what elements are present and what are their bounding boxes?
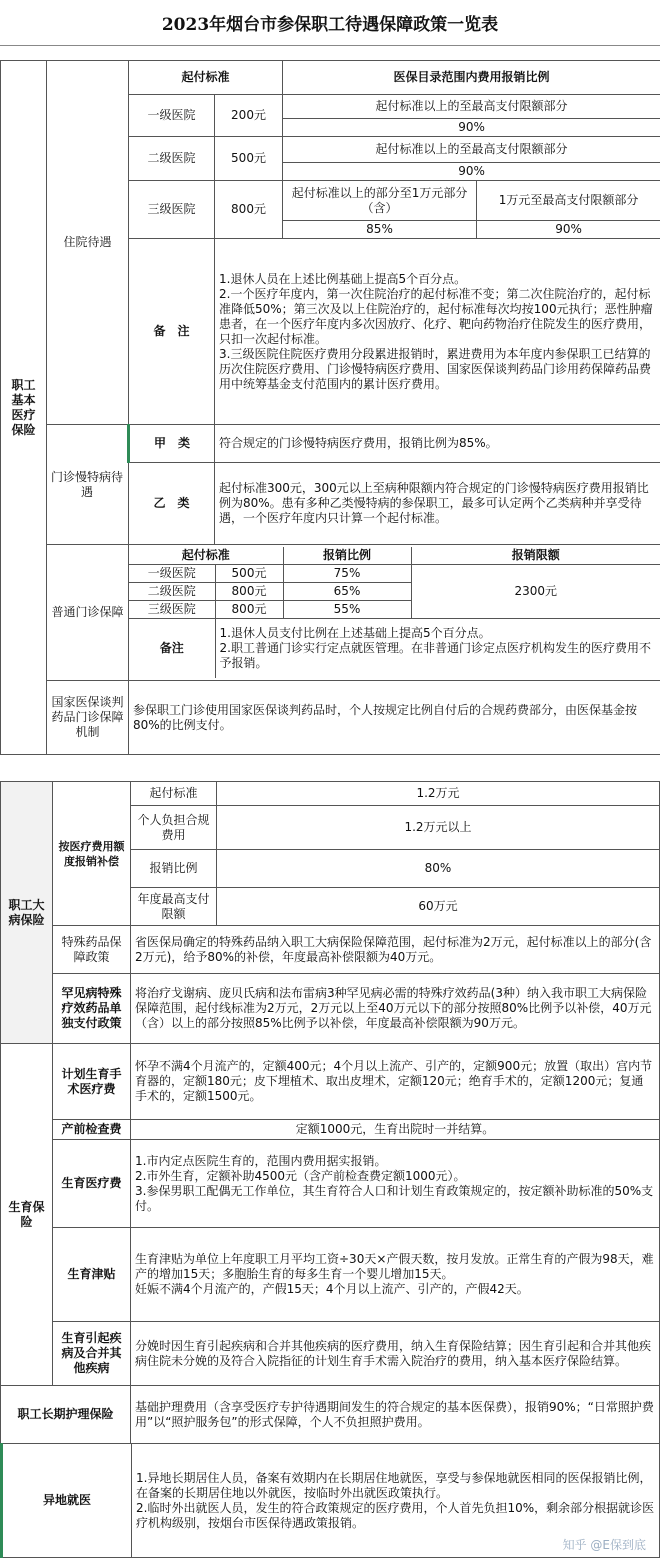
major-amount-label: 按医疗费用额度报销补偿: [53, 782, 131, 926]
outpatient-label: 普通门诊保障: [47, 545, 129, 681]
major-rare-label: 罕见病特殊疗效药品单独支付政策: [53, 974, 131, 1044]
inpatient-desc-1: 起付标准以上的至最高支付限额部分: [283, 95, 660, 119]
ltc-text: 基础护理费用（含享受医疗专护待遇期间发生的符合规定的基本医保费），报销90%；“日常照护费用”以“照护服务包”的形式保障，个人不负担照护费用。: [131, 1386, 660, 1444]
ltc-table: [0, 1385, 660, 1444]
inpatient-note-label: 备 注: [129, 239, 215, 425]
basic-medical-section-label: 职工基本医疗保险: [1, 61, 47, 755]
maternity-text-0: 怀孕不满4个月流产的，定额400元；4个月以上流产、引产的，定额900元；放置（取出）宫内节育器的，定额180元；皮下埋植术、取出皮埋术，定额120元；绝育手术的，定额1200元；复通手术的，定额1500元。: [131, 1044, 660, 1120]
outpatient-col-ratio: 报销比例: [283, 547, 411, 565]
major-k-1: 个人负担合规费用: [131, 806, 217, 850]
maternity-text-1: 定额1000元，生育出院时一并结算。: [131, 1120, 660, 1140]
inpatient-ratio-3b: 90%: [477, 221, 660, 239]
outpatient-cell: [129, 545, 660, 681]
nego-text: 参保职工门诊使用国家医保谈判药品时，个人按规定比例自付后的合规药费部分，由医保基金按80%的比例支付。: [129, 681, 660, 755]
inpatient-ratio-2: 90%: [283, 163, 660, 181]
inpatient-note-2: 2.一个医疗年度内，第一次住院治疗的起付标准不变；第二次住院治疗的，起付标准降低50%；第三次及以上住院治疗的，起付标准每次均按100元执行；恶性肿瘤患者，在一个医疗年度内多次因放疗、化疗、靶向药物治疗住院发生的医疗费用，只扣一次起付标准。: [219, 286, 653, 346]
inpatient-col-ratio: 医保目录范围内费用报销比例: [283, 61, 660, 95]
inpatient-col-deductible: 起付标准: [129, 61, 283, 95]
maternity-label-4: 生育引起疾病及合并其他疾病: [53, 1322, 131, 1386]
major-v-2: 80%: [217, 850, 660, 888]
ltc-block: [0, 1385, 660, 1444]
major-illness-block: [0, 781, 660, 1044]
inpatient-desc-3a: 起付标准以上的部分至1万元部分（含）: [283, 181, 477, 221]
major-rare-text: 将治疗戈谢病、庞贝氏病和法布雷病3种罕见病必需的特殊疗效药品(3种）纳入我市职工大病保险保障范围，起付线标准为2万元，2万元以上至40万元以下的部分按照80%比例予以补偿，40万元（含）以上的部分按照85%比例予以补偿，年度最高补偿限额为90万元。: [131, 974, 660, 1044]
outpatient-col-limit: 报销限额: [411, 547, 660, 565]
maternity-text-4: 分娩时因生育引起疾病和合并其他疾病的医疗费用，纳入生育保险结算；因生育引起和合并其他疾病住院未分娩的及符合入院指征的计划生育手术需入院治疗的费用，纳入基本医疗保险结算。: [131, 1322, 660, 1386]
major-k-0: 起付标准: [131, 782, 217, 806]
maternity-label-2: 生育医疗费: [53, 1140, 131, 1228]
inpatient-label: 住院待遇: [47, 61, 129, 425]
ltc-section-label: 职工长期护理保险: [1, 1386, 131, 1444]
major-k-3: 年度最高支付限额: [131, 888, 217, 926]
inpatient-ratio-3a: 85%: [283, 221, 477, 239]
watermark: 知乎 @E保到底: [562, 1538, 646, 1552]
chronic-b-text: 起付标准300元，300元以上至病种限额内符合规定的门诊慢特病医疗费用报销比例为80%。患有多种乙类慢特病的参保职工，最多可认定两个乙类病种并享受待遇，一个医疗年度内只计算一个起付标准。: [215, 463, 660, 545]
maternity-label-3: 生育津贴: [53, 1228, 131, 1322]
outpatient-deductible-1: 500元: [215, 564, 283, 582]
maternity-section-label: 生育保险: [1, 1044, 53, 1386]
major-illness-table: [0, 781, 660, 1044]
page-title: 2023年烟台市参保职工待遇保障政策一览表: [0, 0, 660, 46]
inpatient-level-2: 二级医院: [129, 137, 215, 181]
inpatient-deductible-2: 500元: [215, 137, 283, 181]
chronic-label: 门诊慢特病待遇: [47, 425, 129, 545]
inpatient-desc-2: 起付标准以上的至最高支付限额部分: [283, 137, 660, 163]
basic-medical-table: [0, 60, 660, 755]
chronic-b-label: 乙 类: [129, 463, 215, 545]
outpatient-deductible-3: 800元: [215, 600, 283, 618]
maternity-table: [0, 1043, 660, 1386]
maternity-block: [0, 1043, 660, 1386]
inpatient-note-3: 3.三级医院住院医疗费用分段累进报销时，累进费用为本年度内参保职工已结算的历次住院医疗费用、门诊慢特病医疗费用、国家医保谈判药品门诊用药保障药品费用中统筹基金支付范围内的累计医疗费用。: [219, 346, 652, 391]
major-v-3: 60万元: [217, 888, 660, 926]
inpatient-ratio-1: 90%: [283, 119, 660, 137]
inpatient-deductible-3: 800元: [215, 181, 283, 239]
outpatient-ratio-3: 55%: [283, 600, 411, 618]
outpatient-level-3: 三级医院: [129, 600, 215, 618]
major-special-label: 特殊药品保障政策: [53, 926, 131, 974]
maternity-label-0: 计划生育手术医疗费: [53, 1044, 131, 1120]
inpatient-desc-3b: 1万元至最高支付限额部分: [477, 181, 660, 221]
outpatient-table: [129, 547, 660, 679]
offsite-table: [0, 1443, 660, 1558]
inpatient-notes: [215, 239, 660, 425]
outpatient-col-deductible: 起付标准: [129, 547, 283, 565]
outpatient-level-1: 一级医院: [129, 564, 215, 582]
offsite-text: 1.异地长期居住人员，备案有效期内在长期居住地就医，享受与参保地就医相同的医保报销比例，在备案的长期居住地以外就医，按临时外出就医政策执行。 2.临时外出就医人员，发生的符合政策规定的医疗费用，个人首先负担10%，剩余部分根据就诊医疗机构级别，按烟台市医保待遇政策报销。: [132, 1444, 660, 1558]
outpatient-note-2: 2.职工普通门诊实行定点就医管理。在非普通门诊定点医疗机构发生的医疗费用不予报销。: [219, 641, 651, 670]
outpatient-ratio-1: 75%: [283, 564, 411, 582]
outpatient-note-1: 1.退休人员支付比例在上述基础上提高5个百分点。: [219, 626, 491, 640]
major-k-2: 报销比例: [131, 850, 217, 888]
inpatient-deductible-1: 200元: [215, 95, 283, 137]
major-section-label: 职工大病保险: [1, 782, 53, 1044]
chronic-a-text: 符合规定的门诊慢特病医疗费用，报销比例为85%。: [215, 425, 660, 463]
offsite-section-label: 异地就医: [2, 1444, 132, 1558]
maternity-text-3: 生育津贴为单位上年度职工月平均工资÷30天×产假天数，按月发放。正常生育的产假为98天，难产的增加15天；多胞胎生育的每多生育一个婴儿增加15天。 妊娠不满4个月流产的，产假15天；4个月以上流产、引产的，产假42天。: [131, 1228, 660, 1322]
offsite-block: [0, 1443, 660, 1558]
maternity-text-2: 1.市内定点医院生育的，范围内费用据实报销。 2.市外生育，定额补助4500元（含产前检查费定额1000元）。 3.参保男职工配偶无工作单位，其生育符合人口和计划生育政策规定的，按定额补助标准的50%支付。: [131, 1140, 660, 1228]
outpatient-level-2: 二级医院: [129, 582, 215, 600]
chronic-a-label: 甲 类: [129, 425, 215, 463]
inpatient-note-1: 1.退休人员在上述比例基础上提高5个百分点。: [219, 271, 467, 286]
maternity-label-1: 产前检查费: [53, 1120, 131, 1140]
outpatient-deductible-2: 800元: [215, 582, 283, 600]
outpatient-limit: 2300元: [411, 564, 660, 618]
nego-label: 国家医保谈判药品门诊保障机制: [47, 681, 129, 755]
major-v-1: 1.2万元以上: [217, 806, 660, 850]
outpatient-ratio-2: 65%: [283, 582, 411, 600]
outpatient-notes: [215, 618, 660, 678]
major-v-0: 1.2万元: [217, 782, 660, 806]
inpatient-level-1: 一级医院: [129, 95, 215, 137]
basic-medical-block: [0, 60, 660, 755]
inpatient-level-3: 三级医院: [129, 181, 215, 239]
outpatient-note-label: 备注: [129, 618, 215, 678]
major-special-text: 省医保局确定的特殊药品纳入职工大病保险保障范围，起付标准为2万元，起付标准以上的部分(含2万元)，给予80%的补偿，年度最高补偿限额为40万元。: [131, 926, 660, 974]
